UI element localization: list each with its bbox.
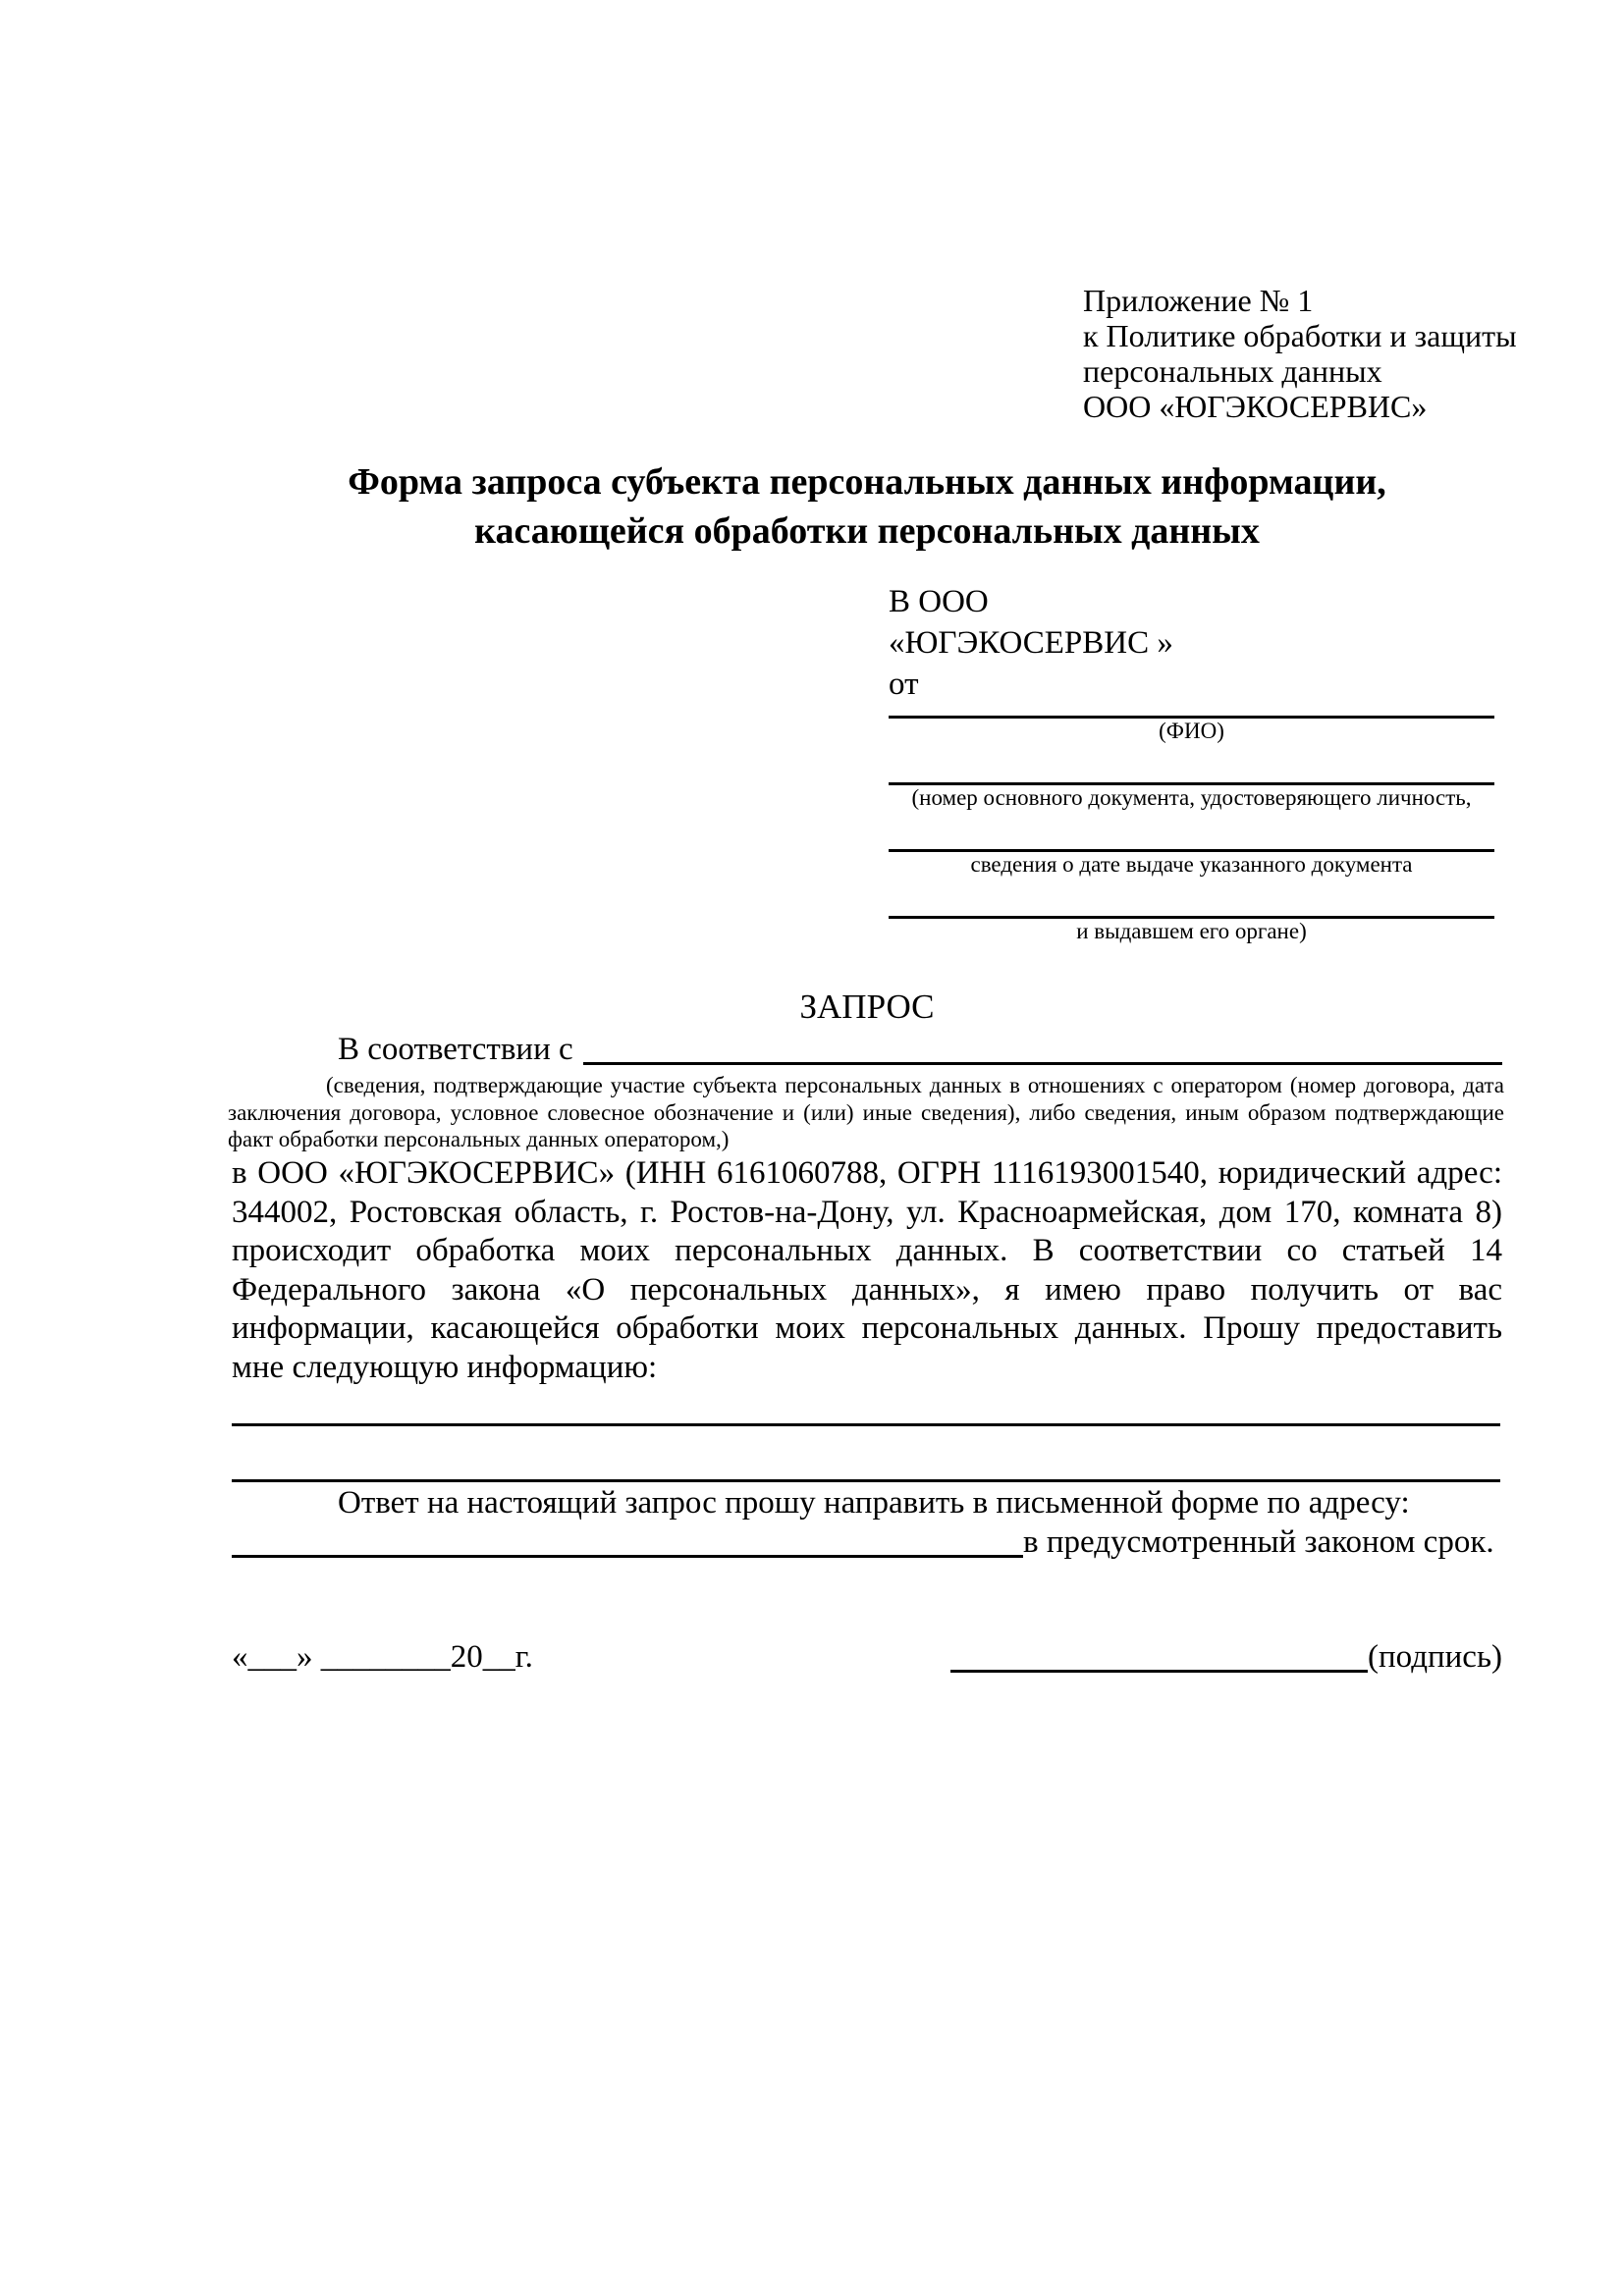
reply-line: Ответ на настоящий запрос прошу направить в письменной форме по адресу:	[338, 1485, 1410, 1521]
appendix-header	[1083, 283, 1517, 424]
fio-fill-line	[889, 705, 1494, 719]
fio-caption: (ФИО)	[1159, 719, 1224, 743]
basis-line	[232, 1031, 1502, 1068]
appendix-header-line: персональных данных	[1083, 353, 1382, 389]
reply-address-row	[232, 1523, 1504, 1563]
info-fill-line-2	[232, 1479, 1500, 1482]
document-title	[232, 457, 1502, 556]
addressee-org-line2: «ЮГЭКОСЕРВИС »	[889, 625, 1173, 661]
basis-footnote: (сведения, подтверждающие участие субъекта персональных данных в отношениях с оператором (номер договора, дата заключения договора, условное словесное обозначение и (или) иные сведения), либо сведения, иным образом подтверждающие факт обработки персональных данных оператором,)	[228, 1073, 1504, 1151]
date-signature-row	[232, 1637, 1502, 1677]
appendix-header-line: ООО «ЮГЭКОСЕРВИС»	[1083, 389, 1428, 424]
doc-number-fill-line	[889, 744, 1494, 785]
reply-suffix: в предусмотренный законом срок.	[1023, 1523, 1494, 1560]
addressee-block	[889, 581, 1494, 944]
info-fill-line-1	[232, 1423, 1500, 1426]
signature-caption: (подпись)	[1368, 1639, 1502, 1675]
doc-issuer-fill-line	[889, 878, 1494, 919]
document-title-line1: Форма запроса субъекта персональных данных информации,	[348, 461, 1386, 503]
appendix-header-line: Приложение № 1	[1083, 283, 1314, 318]
document-title-line2: касающейся обработки персональных данных	[474, 510, 1260, 552]
basis-prefix: В соответствии с	[338, 1032, 573, 1067]
signature-fill-line	[950, 1670, 1368, 1673]
appendix-header-line: к Политике обработки и защиты	[1083, 318, 1517, 353]
addressee-org-line1: В ООО	[889, 584, 989, 619]
doc-issuer-caption: и выдавшем его органе)	[1076, 919, 1307, 943]
date-placeholder: «___» ________20__г.	[232, 1639, 533, 1675]
basis-fill-line	[583, 1062, 1502, 1065]
address-fill-line	[232, 1555, 1023, 1558]
doc-number-caption: (номер основного документа, удостоверяющего личность,	[911, 785, 1472, 810]
request-body-paragraph: в ООО «ЮГЭКОСЕРВИС» (ИНН 6161060788, ОГРН 1116193001540, юридический адрес: 344002, Ростовская область, г. Ростов-на-Дону, ул. Красноармейская, дом 170, комната 8) происходит обработка моих персональных данных. В соответствии со статьей 14 Федерального закона «О персональных данных», я имею право получить от вас информации, касающейся обработки моих персональных данных. Прошу предоставить мне следующую информацию:	[232, 1155, 1502, 1385]
signature-area	[950, 1637, 1502, 1677]
doc-date-caption: сведения о дате выдаче указанного документа	[970, 852, 1413, 877]
doc-date-fill-line	[889, 811, 1494, 852]
addressee-from-label: от	[889, 667, 919, 702]
request-heading: ЗАПРОС	[799, 988, 935, 1026]
reply-paragraph	[232, 1484, 1504, 1562]
